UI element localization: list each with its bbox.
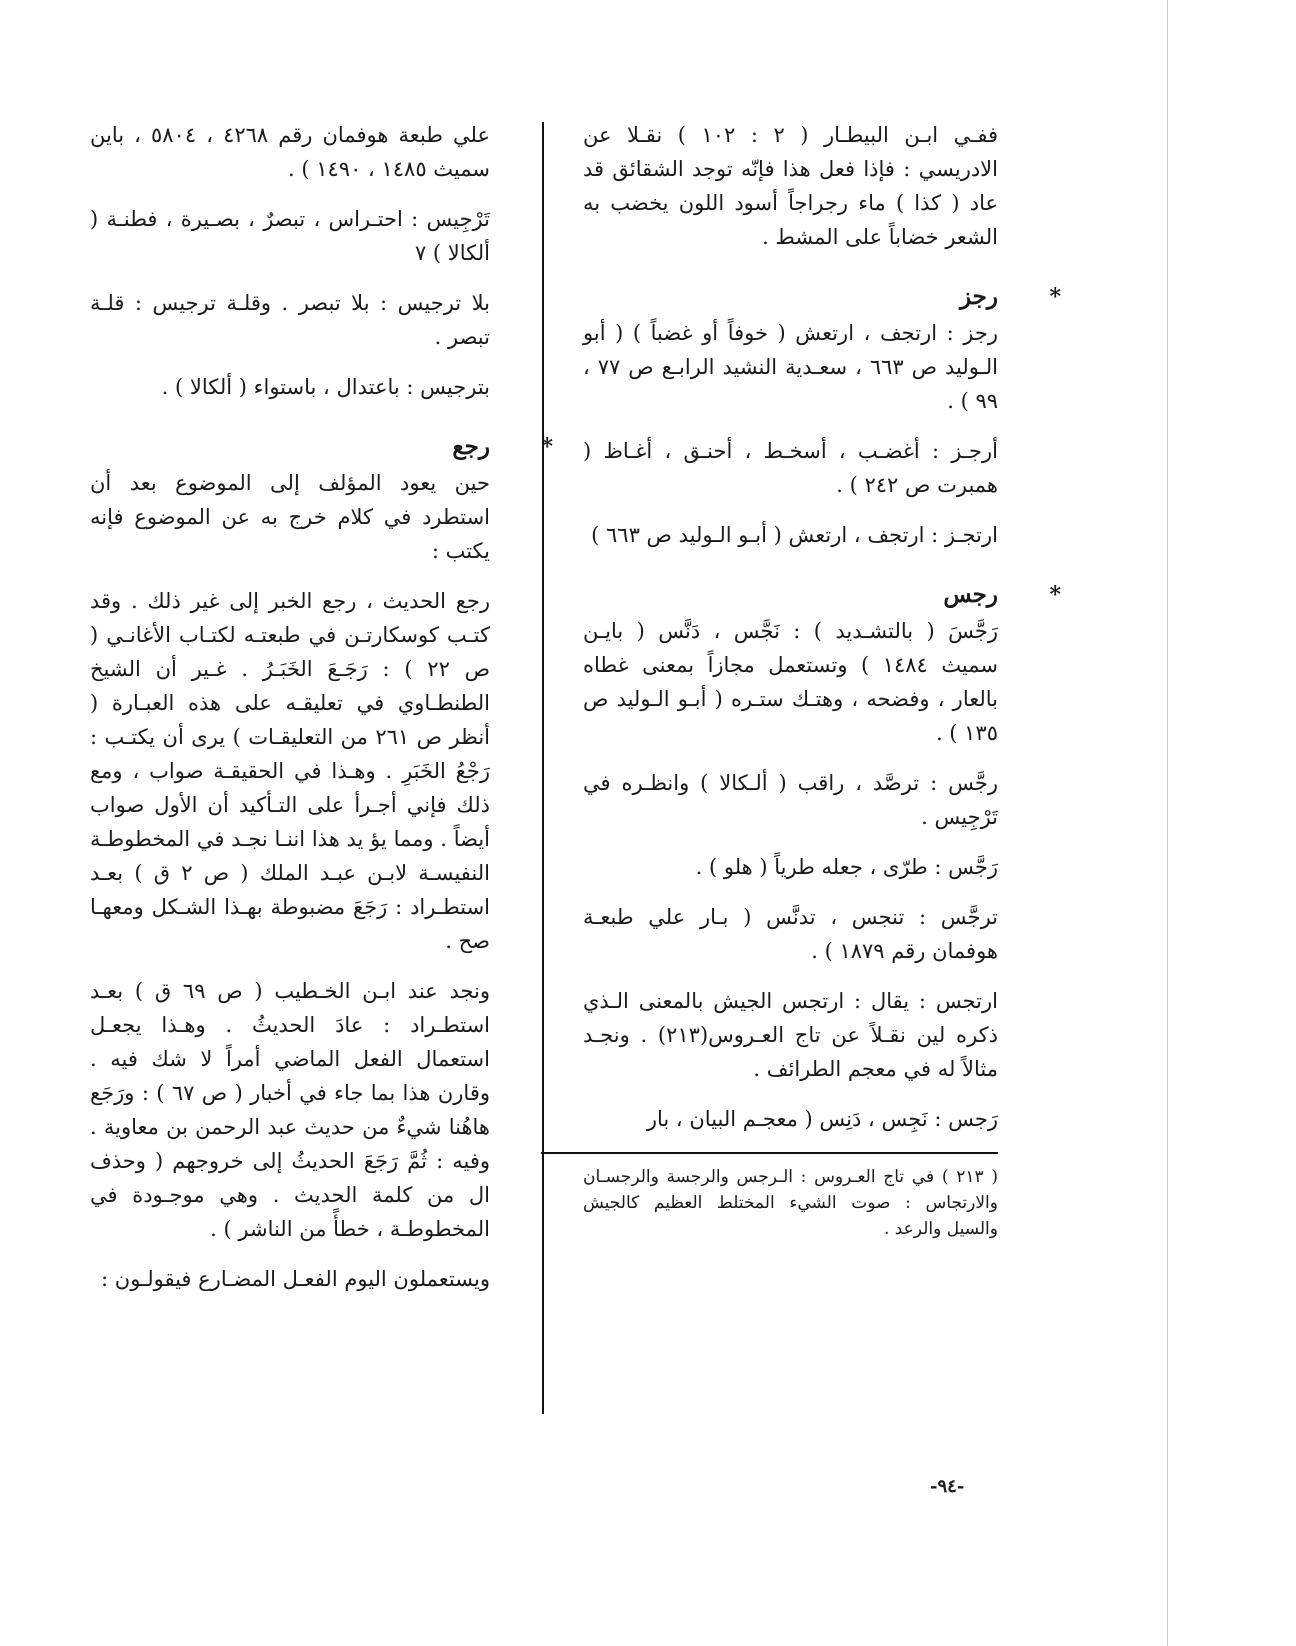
entry-heading-rajaz (583, 280, 1061, 314)
entry-heading-text: رجس (943, 581, 998, 608)
paragraph: حين يعود المؤلف إلى الموضوع بعد أن استطرد في كلام خرج به عن الموضوع فإنه يكتب : (90, 471, 490, 563)
paragraph: ارتجس : يقال : ارتجس الجيش بالمعنى الـذي ذكره لين نقـلاً عن تاج العـروس(٢١٣) . ونجـد مثالاً له في معجم الطرائف . (583, 989, 998, 1081)
footnote-rule (541, 1152, 998, 1154)
paragraph: رَجَّس : طرّى ، جعله طرياً ( هلو ) . (695, 855, 998, 879)
page-number: -٩٤- (930, 1476, 965, 1497)
paragraph: بترجيس : باعتدال ، باستواء ( ألكالا ) . (161, 375, 490, 399)
entry-star-icon: * (1049, 582, 1061, 608)
paragraph: رجع الحديث ، رجع الخبر إلى غير ذلك . وقد كتـب كوسكارتـن في طبعتـه لكتـاب الأغانـي ( ص ٢٢ ) : رَجَـعَ الخَبَـرُ . غـير أن الشيخ الطنطـاوي في تعليقـه على هذه العبـارة ( أنظر ص ٢٦١ من التعليقـات ) يرى أن يكتـب : رَجْعُ الخَبَرِ . وهـذا في الحقيقـة صواب ، ومع ذلك فإني أجـرأ على التـأكيد أن الأول صواب أيضاً . ومما يؤ يد هذا اننـا نجـد في المخطوطـة النفيسـة لابـن عبـد الملك ( ص ٢ ق ) بعـد استطـراد : رَجَعَ مضبوطة بهـذا الشـكل ومعهـا صح . (90, 589, 491, 953)
entry-heading-text: رجز (959, 283, 998, 310)
page-edge-line (1167, 0, 1168, 1646)
paragraph: ففـي ابـن البيطـار ( ٢ : ١٠٢ ) نقـلا عن الادريسي : فإذا فعل هذا فإنّه توجد الشقائق قد عاد ( كذا ) ماء رجراجاً أسود اللون يخضب به الشعر خضاباً على المشط . (583, 123, 998, 249)
entry-star-icon: * (1049, 284, 1061, 310)
right-column (583, 118, 1061, 1242)
entry-heading-rajas (583, 578, 1061, 612)
paragraph: علي طبعة هوفمان رقم ٤٢٦٨ ، ٥٨٠٤ ، باين سميث ١٤٨٥ ، ١٤٩٠ ) . (90, 123, 490, 181)
footnote: ( ٢١٣ ) في تاج العـروس : الـرجس والرجسة والرجسـان والارتجاس : صوت الشيء المختلط العظيم كالجيش والسيل والرعد . (583, 1167, 998, 1239)
paragraph: رجز : ارتجف ، ارتعش ( خوفاً أو غضباً ) ( أبو الـوليد ص ٦٦٣ ، سعـدية النشيد الرابـع ص ٧٧ ، ٩٩ ) . (583, 321, 999, 413)
entry-heading-text: رجع (452, 433, 490, 460)
paragraph: ويستعملون اليوم الفعـل المضـارع فيقولـون : (101, 1267, 490, 1291)
paragraph: تَرْجِيس : احتـراس ، تبصرٌ ، بصـيرة ، فطنـة ( ألكالا ) ٧ (90, 207, 490, 265)
entry-star-icon: * (541, 434, 553, 460)
paragraph: رَجس : نَجِس ، دَنِس ( معجـم البيان ، بار (646, 1107, 998, 1131)
column-divider (542, 122, 544, 1414)
paragraph: ارتجـز : ارتجف ، ارتعش ( أبـو الـوليد ص ٦٦٣ ) (591, 523, 998, 547)
paragraph: رجَّس : ترصَّد ، راقب ( ألـكالا ) وانظـره في تَرْجِيس . (583, 771, 998, 829)
paragraph: رَجَّسَ ( بالتشـديد ) : نَجَّس ، دَنَّس ( بايـن سميث ١٤٨٤ ) وتستعمل مجازاً بمعنى غطاه بالعار ، وفضحه ، وهتـك ستـره ( أبـو الـوليد ص ١٣٥ ) . (583, 619, 999, 745)
paragraph: ونجد عند ابـن الخـطيب ( ص ٦٩ ق ) بعـد استطـراد : عادَ الحديثُ . وهـذا يجعـل استعمال الفعل الماضي أمراً لا شك فيه . وقارن هذا بما جاء في أخبار ( ص ٦٧ ) : ورَجَع هاهُنا شيءٌ من حديث عبد الرحمن بن معاوية . وفيه : ثُمَّ رَجَعَ الحديثُ إلى خروجهم ( وحذف ال من كلمة الحديث . وهي موجـودة في المخطوطـة ، خطأً من الناشر ) . (90, 979, 491, 1241)
paragraph: ترجَّس : تنجس ، تدنَّس ( بـار علي طبعـة هوفمان رقم ١٨٧٩ ) . (583, 905, 998, 963)
left-column (90, 118, 553, 1312)
paragraph: بلا ترجيس : بلا تبصر . وقلـة ترجيس : قلـة تبصر . (90, 291, 490, 349)
paragraph: أرجـز : أغضـب ، أسخـط ، أحنـق ، أغـاظ ( همبرت ص ٢٤٢ ) . (583, 439, 998, 497)
entry-heading-rajaa (90, 430, 553, 464)
